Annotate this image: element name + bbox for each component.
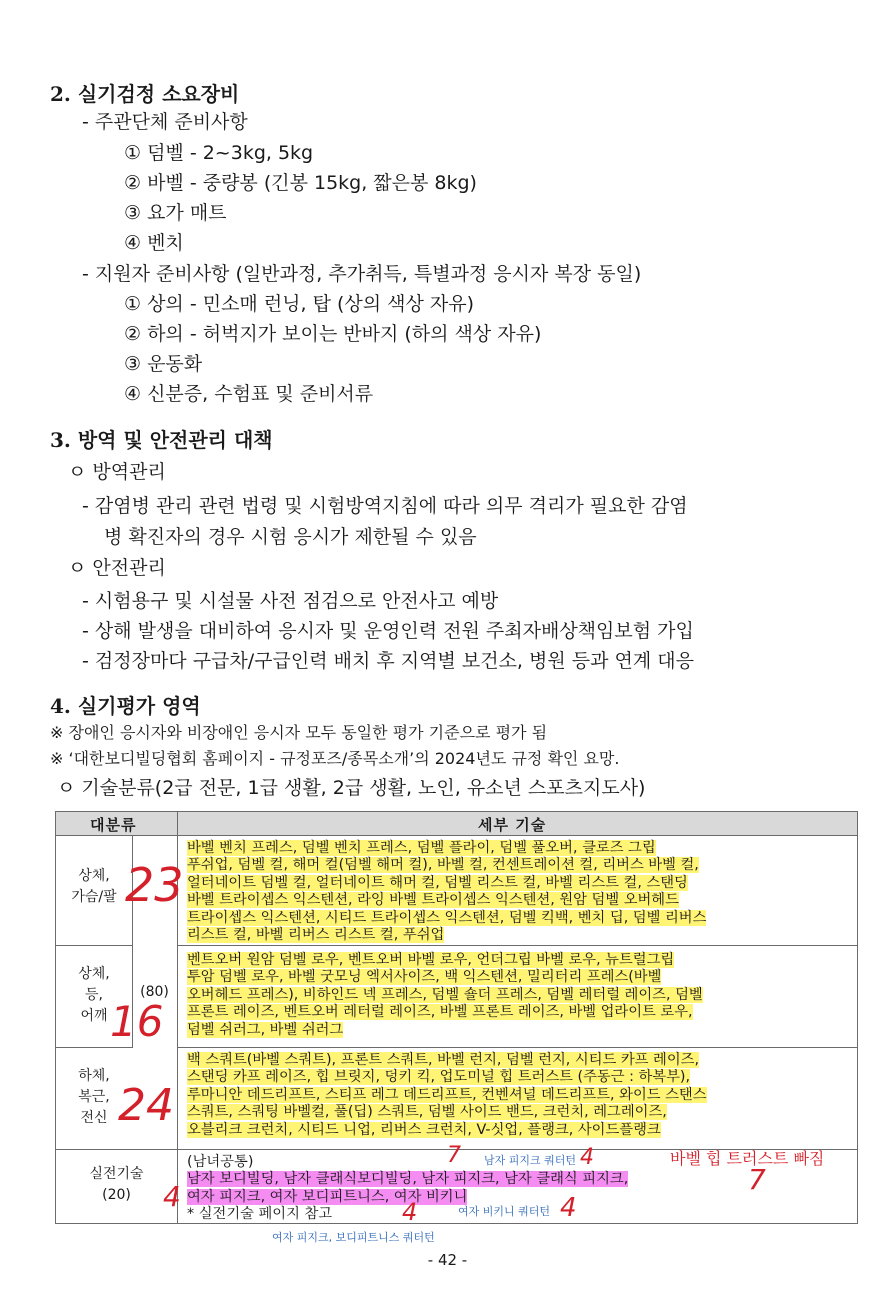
handwritten-number: 7: [748, 1163, 766, 1196]
note-1: ※ 장애인 응시자와 비장애인 응시자 모두 동일한 평가 기준으로 평가 됨: [50, 723, 548, 742]
applicant-item-3: ③ 운동화: [124, 353, 203, 375]
table-row: 덤벨 쉬러그, 바벨 쉬러그: [187, 1021, 344, 1038]
table-row: 오블리크 크런치, 시티드 니업, 리버스 크런치, V-싯업, 플랭크, 사이드플랭크: [187, 1121, 661, 1138]
applicant-prep-heading: - 지원자 준비사항 (일반과정, 추가취득, 특별과정 응시자 복장 동일): [82, 263, 642, 285]
handwritten-number: 7: [447, 1143, 461, 1168]
classification-heading: ㅇ 기술분류(2급 전문, 1급 생활, 2급 생활, 노인, 유소년 스포츠지도사): [57, 777, 646, 799]
handwritten-count-chest: 23: [125, 858, 184, 912]
table-row: 리스트 컬, 바벨 리버스 리스트 컬, 푸쉬업: [187, 926, 445, 943]
table-row: 루마니안 데드리프트, 스티프 레그 데드리프트, 컨벤셔널 데드리프트, 와이드 스탠스: [187, 1086, 707, 1103]
table-row: 스탠딩 카프 레이즈, 힙 브릿지, 덩키 킥, 업도미널 힙 트러스트 (주동근 : 하복부),: [187, 1069, 691, 1086]
host-item-1: ① 덤벨 - 2~3kg, 5kg: [124, 142, 314, 164]
handwritten-number: 4: [402, 1198, 418, 1226]
table-row: 백 스쿼트(바벨 스쿼트), 프론트 스쿼트, 바벨 런지, 덤벨 런지, 시티드 카프 레이즈,: [187, 1052, 699, 1068]
header-detail: 세부 기술: [478, 816, 547, 834]
quarantine-line-2: 병 확진자의 경우 시험 응시가 제한될 수 있음: [104, 526, 477, 548]
divider-row-1a: [56, 945, 132, 946]
table-row: 벤트오버 원암 덤벨 로우, 벤트오버 바벨 로우, 언더그립 바벨 로우, 뉴트럴그립: [187, 952, 675, 968]
applicant-item-4: ④ 신분증, 수험표 및 준비서류: [124, 383, 374, 405]
note-bikini-quarter: 여자 비키니 쿼터턴: [458, 1205, 551, 1218]
note-men-quarter: 남자 피지크 쿼터턴: [484, 1154, 577, 1167]
section-2-title: 2. 실기검정 소요장비: [50, 82, 240, 106]
category-practical: 실전기술 (20): [89, 1166, 144, 1203]
practical-line-1: 남자 보디빌딩, 남자 클래식보디빌딩, 남자 피지크, 남자 클래식 피지크,: [187, 1171, 629, 1188]
quarantine-heading: ㅇ 방역관리: [68, 461, 166, 483]
safety-item-3: - 검정장마다 구급차/구급인력 배치 후 지역별 보건소, 병원 등과 연계 대응: [82, 650, 694, 672]
table-row: 트라이셉스 익스텐션, 시티드 트라이셉스 익스텐션, 덤벨 킥백, 벤치 딥, 덤벨 리버스: [187, 909, 707, 926]
handwritten-number: 4: [163, 1180, 181, 1213]
safety-heading: ㅇ 안전관리: [68, 557, 166, 579]
quarantine-line-1: - 감염병 관리 관련 법령 및 시험방역지침에 따라 의무 격리가 필요한 감염: [82, 495, 688, 517]
divider-row-1b: [177, 945, 857, 946]
note-2: ※ ‘대한보디빌딩협회 홈페이지 - 규정포즈/종목소개’의 2024년도 규정 확인 요망.: [50, 749, 620, 768]
back-skills: [187, 952, 703, 1039]
note-barbell-hip: 바벨 힙 트러스트 빠짐: [670, 1149, 825, 1168]
divider-row-2a: [56, 1047, 132, 1048]
host-item-3: ③ 요가 매트: [124, 202, 227, 224]
lower-skills: [187, 1052, 707, 1139]
table-row: 오버헤드 프레스), 비하인드 넥 프레스, 덤벨 숄더 프레스, 덤벨 레터럴 레이즈, 덤벨: [187, 986, 703, 1003]
applicant-item-1: ① 상의 - 민소매 런닝, 탑 (상의 색상 자유): [124, 293, 475, 315]
table-row: 투암 덤벨 로우, 바벨 굿모닝 엑서사이즈, 백 익스텐션, 밀리터리 프레스(바벨: [187, 969, 662, 986]
chest-skills: [187, 840, 706, 944]
section-3-title: 3. 방역 및 안전관리 대책: [50, 428, 273, 452]
practical-line-2: 여자 피지크, 여자 보디피트니스, 여자 비키니: [187, 1188, 468, 1205]
table-row: 바벨 트라이셉스 익스텐션, 라잉 바벨 트라이셉스 익스텐션, 원암 덤벨 오버헤드: [187, 892, 679, 909]
handwritten-count-back: 16: [110, 997, 164, 1046]
host-item-4: ④ 벤치: [124, 232, 184, 254]
note-women-quarter: 여자 피지크, 보디피트니스 쿼터턴: [272, 1231, 435, 1244]
safety-item-2: - 상해 발생을 대비하여 응시자 및 운영인력 전원 주최자배상책임보험 가입: [82, 620, 694, 642]
table-row: 스쿼트, 스쿼팅 바벨컬, 풀(딥) 스쿼트, 덤벨 사이드 밴드, 크런치, 레그레이즈,: [187, 1104, 667, 1121]
category-upper-back: 상체, 등, 어깨: [78, 966, 110, 1024]
host-prep-heading: - 주관단체 준비사항: [82, 111, 248, 133]
practical-note: * 실전기술 페이지 참고: [187, 1206, 333, 1223]
table-row: 푸쉬업, 덤벨 컬, 해머 컬(덤벨 해머 컬), 바벨 컬, 컨센트레이션 컬, 리버스 바벨 컬,: [187, 857, 699, 874]
table-row: 프론트 레이즈, 벤트오버 레터럴 레이즈, 바벨 프론트 레이즈, 바벨 업라이트 로우,: [187, 1004, 693, 1021]
section-4-title: 4. 실기평가 영역: [50, 694, 201, 718]
weight-80: (80): [140, 984, 169, 1000]
practical-common: (남녀공통): [187, 1154, 254, 1170]
host-item-2: ② 바벨 - 중량봉 (긴봉 15kg, 짧은봉 8kg): [124, 172, 477, 194]
safety-item-1: - 시험용구 및 시설물 사전 점검으로 안전사고 예방: [82, 590, 499, 612]
divider-row-2b: [177, 1047, 857, 1048]
handwritten-count-lower: 24: [118, 1080, 174, 1131]
applicant-item-2: ② 하의 - 허벅지가 보이는 반바지 (하의 색상 자유): [124, 323, 542, 345]
category-upper-chest: 상체, 가슴/팔: [71, 868, 117, 905]
header-category: 대분류: [90, 816, 137, 834]
table-row: 얼터네이트 덤벨 컬, 얼터네이트 해머 컬, 덤벨 리스트 컬, 바벨 리스트 컬, 스탠딩: [187, 874, 688, 891]
handwritten-number: 4: [560, 1193, 577, 1223]
category-lower: 하체, 복근, 전신: [78, 1068, 110, 1126]
handwritten-number: 4: [580, 1145, 594, 1170]
page-number: - 42 -: [427, 1251, 468, 1269]
table-row: 바벨 벤치 프레스, 덤벨 벤치 프레스, 덤벨 플라이, 덤벨 풀오버, 클로즈 그립: [187, 840, 656, 856]
